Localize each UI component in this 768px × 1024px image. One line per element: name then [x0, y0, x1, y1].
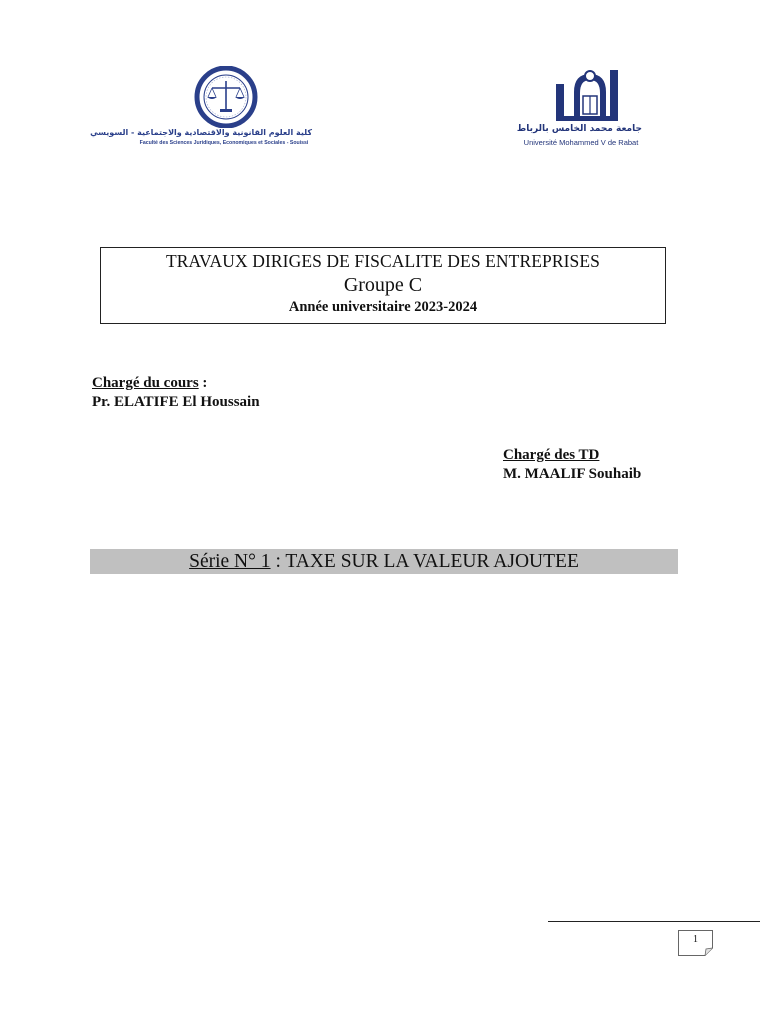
series-heading: [189, 551, 579, 572]
series-separator: :: [270, 551, 286, 572]
faculty-name-arabic: كلية العلوم القانونية والاقتصادية والاجتماعية - السويسي: [90, 128, 312, 137]
course-lecturer-label: Chargé du cours: [92, 375, 199, 391]
series-number: Série N° 1: [189, 551, 271, 572]
title-box: [100, 247, 666, 324]
university-name-french: Université Mohammed V de Rabat: [523, 138, 639, 147]
university-emblem-icon: [552, 66, 622, 122]
faculty-logo: [90, 64, 312, 154]
td-instructor-label: Chargé des TD: [503, 447, 600, 463]
td-instructor-heading: [503, 446, 641, 465]
page-number-box: [678, 930, 713, 956]
td-instructor-name: M. MAALIF Souhaib: [503, 466, 642, 482]
faculty-name-french: Faculté des Sciences Juridiques, Economiques et Sociales - Souissi: [139, 140, 309, 146]
footer-rule: [548, 921, 760, 922]
td-instructor-block: [503, 446, 641, 484]
course-lecturer-separator: :: [198, 375, 208, 391]
scales-of-justice-seal-icon: [192, 66, 260, 128]
academic-year: Année universitaire 2023-2024: [288, 299, 478, 315]
university-logo: [516, 66, 642, 152]
course-lecturer-block: [92, 374, 260, 412]
course-lecturer-heading: [92, 374, 260, 393]
university-name-arabic: جامعة محمد الخامس بالرباط: [516, 124, 642, 134]
series-title: TAXE SUR LA VALEUR AJOUTEE: [285, 551, 579, 572]
group-label: Groupe C: [343, 274, 423, 296]
document-title: TRAVAUX DIRIGES DE FISCALITE DES ENTREPRISES: [166, 251, 600, 271]
course-lecturer-name: Pr. ELATIFE El Houssain: [92, 394, 260, 410]
page-number: 1: [693, 934, 698, 945]
series-banner: [90, 549, 678, 574]
